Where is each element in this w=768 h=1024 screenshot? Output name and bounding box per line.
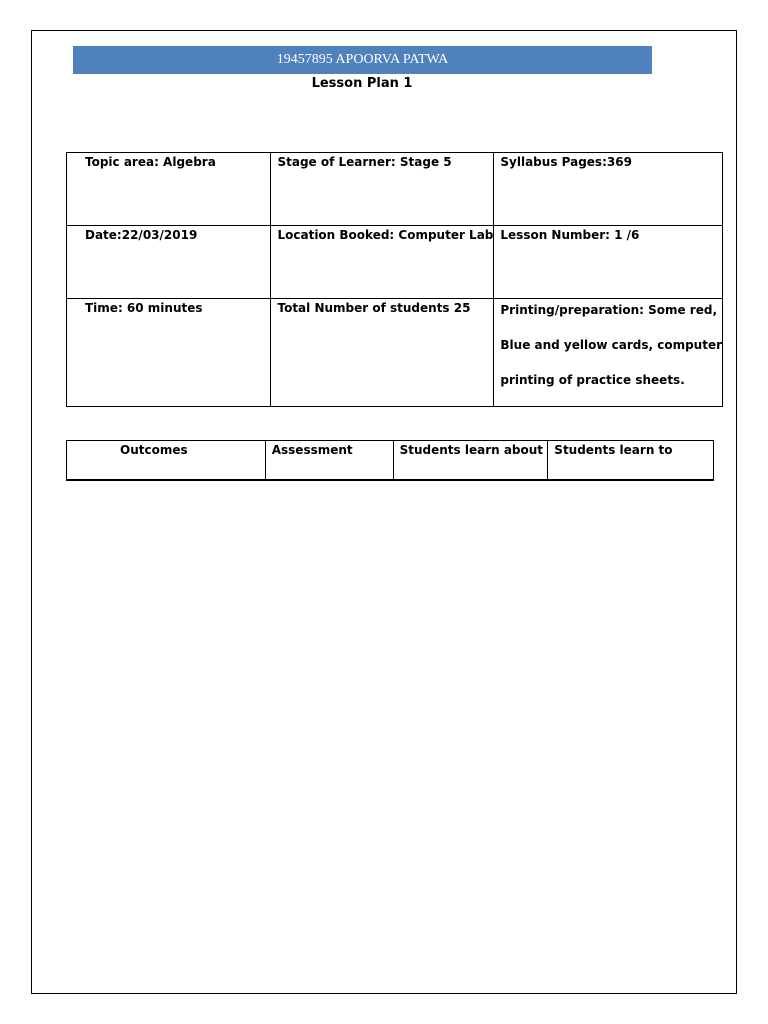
students-cell: Total Number of students 25 bbox=[271, 299, 494, 407]
lesson-number-cell: Lesson Number: 1 /6 bbox=[494, 226, 723, 299]
printing-cell bbox=[494, 299, 723, 407]
learn-to-header: Students learn to bbox=[548, 441, 714, 481]
lesson-info-table bbox=[66, 152, 723, 407]
date-cell: Date:22/03/2019 bbox=[67, 226, 271, 299]
assessment-header: Assessment bbox=[265, 441, 393, 481]
table-row bbox=[67, 299, 723, 407]
table-row bbox=[67, 153, 723, 226]
table-row bbox=[67, 226, 723, 299]
syllabus-cell: Syllabus Pages:369 bbox=[494, 153, 723, 226]
table-header-row bbox=[67, 441, 714, 481]
student-banner: 19457895 APOORVA PATWA bbox=[73, 46, 652, 74]
page-title: Lesson Plan 1 bbox=[311, 76, 413, 91]
learn-about-header: Students learn about bbox=[393, 441, 548, 481]
printing-line: printing of practice sheets. bbox=[500, 373, 685, 387]
outcomes-header: Outcomes bbox=[67, 441, 266, 481]
outcomes-table bbox=[66, 440, 714, 481]
stage-cell: Stage of Learner: Stage 5 bbox=[271, 153, 494, 226]
printing-line: Blue and yellow cards, computer bbox=[500, 338, 722, 352]
location-cell: Location Booked: Computer Lab bbox=[271, 226, 494, 299]
topic-cell: Topic area: Algebra bbox=[67, 153, 271, 226]
time-cell: Time: 60 minutes bbox=[67, 299, 271, 407]
printing-line: Printing/preparation: Some red, bbox=[500, 303, 717, 317]
